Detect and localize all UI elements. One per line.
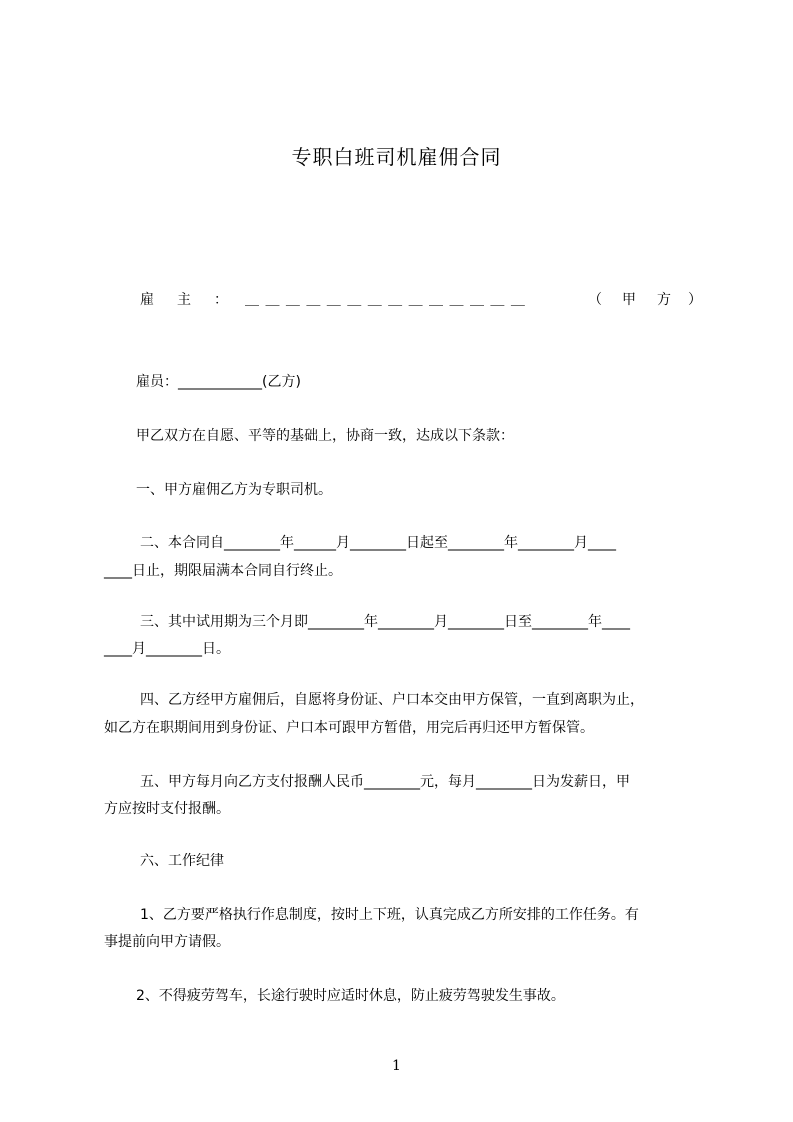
clause-4-line-1: 四、乙方经甲方雇佣后，自愿将身份证、户口本交由甲方保管，一直到离职为止，	[140, 692, 644, 708]
rule-1-line-2: 事提前向甲方请假。	[104, 934, 230, 950]
clause-5-line-1: 五、甲方每月向乙方支付报酬人民币________元，每月________日为发薪日，甲	[140, 774, 630, 790]
employer-colon: ：	[214, 292, 228, 308]
clause-5-line-2: 方应按时支付报酬。	[104, 801, 230, 817]
clause-2-line-1: 二、本合同自________年______月________日起至________年________月____	[140, 535, 616, 551]
clause-3-line-2: ____月________日。	[104, 641, 230, 657]
employee-line: 雇员：____________(乙方)	[136, 374, 301, 390]
rule-1-line-1: 1、乙方要严格执行作息制度，按时上下班，认真完成乙方所安排的工作任务。有	[140, 907, 639, 923]
intro-paragraph: 甲乙双方在自愿、平等的基础上，协商一致，达成以下条款：	[136, 428, 514, 444]
page-number: 1	[392, 1058, 401, 1074]
employer-open-paren: （	[588, 292, 602, 308]
clause-4-line-2: 如乙方在职期间用到身份证、户口本可跟甲方暂借，用完后再归还甲方暂保管。	[104, 720, 594, 736]
clause-1: 一、甲方雇佣乙方为专职司机。	[136, 482, 332, 498]
clause-3-line-1: 三、其中试用期为三个月即________年________月________日至________年____	[140, 614, 630, 630]
clause-2-line-2: ____日止，期限届满本合同自行终止。	[104, 563, 342, 579]
employer-label-char-2: 主	[177, 292, 191, 308]
document-title: 专职白班司机雇佣合同	[291, 145, 502, 169]
clause-6-heading: 六、工作纪律	[140, 853, 224, 869]
employer-label-char-1: 雇	[140, 292, 154, 308]
employer-blank: ＿ ＿ ＿ ＿ ＿ ＿ ＿ ＿ ＿ ＿ ＿ ＿ ＿ ＿	[245, 292, 526, 308]
employer-party-char-1: 甲	[622, 292, 636, 308]
employer-party-char-2: 方	[657, 292, 671, 308]
employer-close-paren: ）	[688, 292, 702, 308]
rule-2: 2、不得疲劳驾车，长途行驶时应适时休息，防止疲劳驾驶发生事故。	[136, 988, 565, 1004]
